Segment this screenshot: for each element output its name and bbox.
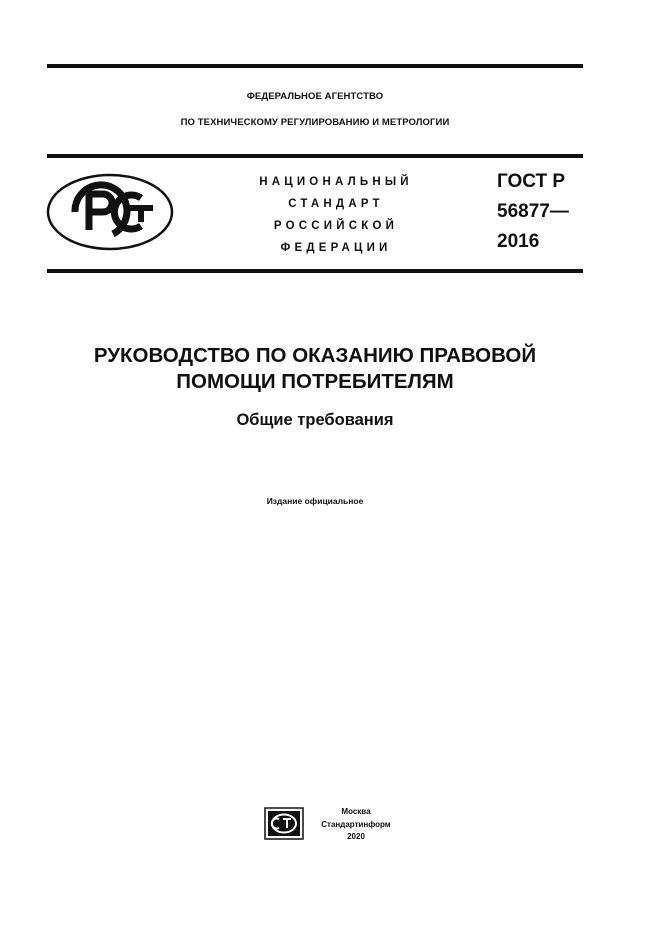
gost-number: 56877—: [497, 201, 569, 222]
title-line-1: РУКОВОДСТВО ПО ОКАЗАНИЮ ПРАВОВОЙ: [93, 344, 537, 367]
rst-emblem-icon: [45, 172, 175, 252]
gost-designation: [497, 167, 569, 257]
imprint-publisher: Стандартинформ: [321, 819, 391, 829]
gost-label: ГОСТ Р: [497, 171, 566, 192]
document-subtitle: Общие требования: [236, 411, 394, 429]
middle-rule: [47, 154, 583, 158]
bottom-rule: [47, 269, 583, 273]
document-title: [40, 343, 590, 395]
top-rule: [47, 64, 583, 68]
standartinform-logo-icon: [264, 807, 304, 840]
standard-line-2: СТАНДАРТ: [288, 198, 384, 210]
standard-line-4: ФЕДЕРАЦИИ: [280, 242, 392, 254]
agency-line-2: ПО ТЕХНИЧЕСКОМУ РЕГУЛИРОВАНИЮ И МЕТРОЛОГИИ: [180, 117, 450, 128]
imprint: [311, 806, 401, 844]
agency-line-1: ФЕДЕРАЛЬНОЕ АГЕНТСТВО: [246, 91, 384, 102]
imprint-year: 2020: [347, 832, 365, 841]
imprint-city: Москва: [341, 807, 371, 816]
standard-line-3: РОССИЙСКОЙ: [273, 220, 399, 232]
gost-year: 2016: [497, 231, 540, 252]
standard-line-1: НАЦИОНАЛЬНЫЙ: [259, 176, 413, 188]
national-standard-heading: [236, 171, 436, 259]
title-line-2: ПОМОЩИ ПОТРЕБИТЕЛЯМ: [176, 370, 454, 393]
edition-note: Издание официальное: [266, 496, 364, 506]
